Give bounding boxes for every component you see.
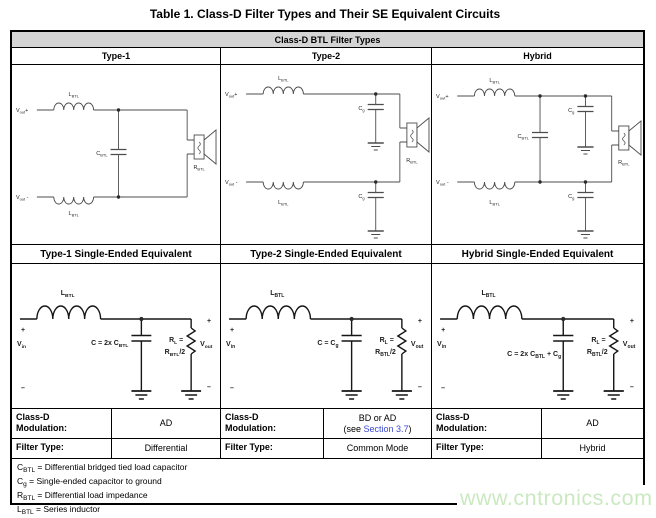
modulation-value-type2 [324,409,432,439]
capacitor [553,336,573,342]
label-vin: $V_{in}$ [437,341,447,350]
page-title: Table 1. Class-D Filter Types and Their SE Equivalent Circuits [149,7,501,21]
label-cap-equation: $C = C_g$ [317,340,339,349]
inductor-top [54,103,94,110]
label-cg-top: $C_g$ [568,108,575,115]
hybrid-wires [457,89,619,231]
capacitor-cg-top [368,105,384,110]
label-plus-in: + [230,327,235,334]
label-rbtl-over-2: $R_{BTL}/2$ [375,349,396,358]
filter-type-label-col3: Filter Type: [432,439,542,459]
label-cap-equation: C = 2x $C_{BTL} + C_g$ [507,351,562,360]
filter-type-value-hybrid: Hybrid [542,439,643,459]
label-vin: $V_{in}$ [226,341,236,350]
label-lbtl-bottom: $L_{BTL}$ [68,210,79,218]
label-lbtl-bottom: $L_{BTL}$ [278,200,289,207]
footnote-cbtl: $C_{BTL}$ = Differential bridged tied load capacitor [17,462,188,474]
speaker-icon [619,121,641,155]
label-cg-top: $C_g$ [358,106,365,113]
filter-type-value-type1: Differential [112,439,221,459]
inductor [246,306,310,319]
inductor-bottom [263,182,303,189]
inductor-top [474,89,514,96]
type2-se-circuit-cell [221,264,432,409]
filter-type-label-col1: Filter Type: [12,439,112,459]
label-minus-in: – [20,384,25,393]
footnote-cg: $C_g$ = Single-ended capacitor to ground [17,476,162,488]
modulation-value-line1: BD or AD [358,412,397,423]
label-plus-out: + [629,318,635,325]
type2-wires [246,87,407,231]
label-vout-plus: $V_{out}+$ [436,94,449,101]
type2-btl-circuit-cell [221,65,432,245]
column-header-type2: Type-2 [221,48,432,65]
hybrid-se-circuit-diagram [432,264,643,408]
label-plus-out: + [207,317,212,326]
label-lbtl: $L_{BTL}$ [481,290,496,299]
ground-icon-res [604,391,624,399]
ground-icon-top [577,147,593,154]
se-header-type2: Type-2 Single-Ended Equivalent [221,245,432,264]
ground-icon-res [181,391,201,399]
label-lbtl-top: $L_{BTL}$ [278,76,289,83]
filter-types-table [10,30,645,516]
label-vout-plus: $V_{out}+$ [15,107,29,115]
label-rl: $R_L$ = [379,337,394,346]
label-cg-bottom: $C_g$ [568,194,575,201]
footnote-lbtl: $L_{BTL}$ = Series inductor [17,504,101,516]
modulation-label-col2: Class-D Modulation: [221,409,324,439]
type1-btl-circuit-cell [12,65,221,245]
label-vout-minus: $V_{out}$ - [436,180,449,187]
modulation-label-col3: Class-D Modulation: [432,409,542,439]
label-vout-minus: $V_{out}$ - [225,180,238,187]
filter-type-value-type2: Common Mode [324,439,432,459]
modulation-value-line2: (see Section 3.7) [343,423,412,434]
resistor [610,328,618,354]
label-minus-in: – [230,385,234,392]
label-vin: $V_{in}$ [16,340,27,351]
modulation-value-hybrid: AD [542,409,643,439]
label-rl: $R_L$ = [591,337,606,346]
label-lbtl: $L_{BTL}$ [270,290,285,299]
label-vout: $V_{out}$ [410,341,424,350]
label-vout-plus: $V_{out}+$ [225,92,238,99]
label-cap-equation: C = 2x $C_{BTL}$ [91,339,129,350]
capacitor-cg-bottom [577,193,593,198]
label-minus-out: – [417,384,422,391]
capacitor-cbtl [111,150,127,155]
footnote-rbtl: $R_{BTL}$ = Differential load impedance [17,490,148,502]
label-plus-in: + [20,326,26,335]
type1-se-circuit-diagram [12,264,220,408]
label-lbtl: $L_{BTL}$ [60,289,75,300]
hybrid-btl-circuit-cell [432,65,643,245]
resistor [187,328,195,354]
type1-wires [37,103,194,204]
label-lbtl-top: $L_{BTL}$ [489,78,500,85]
inductor [37,306,101,319]
capacitor-cg-top [577,107,593,112]
se-header-type1: Type-1 Single-Ended Equivalent [12,245,221,264]
label-cbtl: $C_{BTL}$ [517,134,529,141]
label-lbtl-bottom: $L_{BTL}$ [489,200,500,207]
label-rbtl: $R_{BTL}$ [406,158,418,165]
inductor-bottom [474,182,514,189]
resistor [398,328,406,354]
label-rbtl: $R_{BTL}$ [618,160,630,167]
label-minus-in: – [441,385,446,392]
label-rbtl-over-2: $R_{BTL}/2$ [586,349,608,358]
table-header-class-d-btl: Class-D BTL Filter Types [12,32,643,48]
ground-icon-cap [131,391,151,399]
column-header-hybrid: Hybrid [432,48,643,65]
hybrid-se-circuit-cell [432,264,643,409]
ground-icon-cap [342,391,362,399]
modulation-value-type1: AD [112,409,221,439]
label-rl: $R_L$ = [169,336,184,347]
inductor [457,306,522,319]
ground-icon-res [392,391,412,399]
type1-se-circuit-cell [12,264,221,409]
inductor-bottom [54,197,94,204]
type1-btl-circuit-diagram [12,65,220,244]
section-3-7-link[interactable]: Section 3.7 [363,423,409,434]
watermark: www.cntronics.com [457,485,656,512]
type2-se-circuit-diagram [221,264,431,408]
ground-icon-cap [553,391,573,399]
label-cbtl: $C_{BTL}$ [96,150,108,158]
capacitor-cg-bottom [368,193,384,198]
capacitor [131,336,151,342]
capacitor-cbtl [532,133,548,138]
label-vout: $V_{out}$ [622,341,636,350]
capacitor [342,336,362,342]
modulation-label-col1: Class-D Modulation: [12,409,112,439]
label-plus-in: + [441,327,446,334]
ground-icon-top [368,143,384,150]
speaker-icon [194,130,216,164]
ground-icon-bottom [577,231,593,238]
ground-icon-bottom [368,231,384,238]
label-minus-out: – [629,384,634,391]
label-cg-bottom: $C_g$ [358,194,365,201]
label-lbtl-top: $L_{BTL}$ [68,91,79,99]
label-minus-out: – [207,383,211,392]
type2-btl-circuit-diagram [221,65,431,244]
hybrid-btl-circuit-diagram [432,65,643,244]
label-plus-out: + [417,318,423,325]
filter-type-label-col2: Filter Type: [221,439,324,459]
label-vout: $V_{out}$ [200,340,213,351]
speaker-icon [407,118,429,152]
label-rbtl: $R_{BTL}$ [193,164,205,172]
column-header-type1: Type-1 [12,48,221,65]
se-header-hybrid: Hybrid Single-Ended Equivalent [432,245,643,264]
label-rbtl-over-2: $R_{BTL}/2$ [164,348,186,359]
label-vout-minus: $V_{out}$ - [15,194,29,202]
inductor-top [263,87,303,94]
